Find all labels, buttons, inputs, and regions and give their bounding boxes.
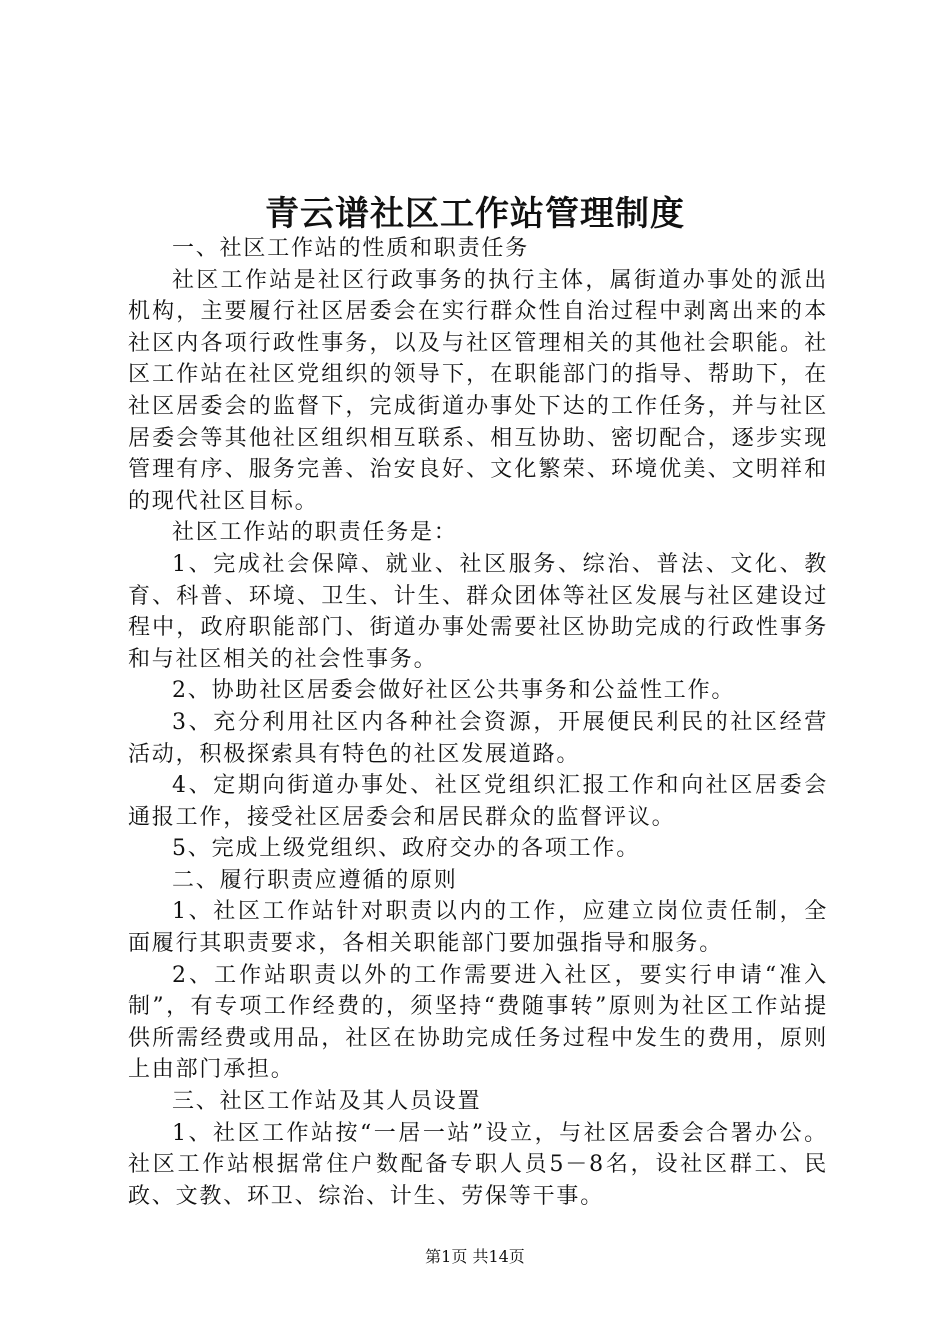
list-item: 1、完成社会保障、就业、社区服务、综治、普法、文化、教育、科普、环境、卫生、计生、群众团体等社区发展与社区建设过程中，政府职能部门、街道办事处需要社区协助完成的行政性事务和与社区相关的社会性事务。 xyxy=(128,551,828,672)
list-item: 3、充分利用社区内各种社会资源，开展便民利民的社区经营活动，积极探索具有特色的社区发展道路。 xyxy=(128,709,828,767)
section-heading: 一、社区工作站的性质和职责任务 xyxy=(172,236,530,261)
paragraph: 社区工作站的职责任务是： xyxy=(172,520,458,546)
list-item: 4、定期向街道办事处、社区党组织汇报工作和向社区居委会通报工作，接受社区居委会和居民群众的监督评议。 xyxy=(128,773,828,830)
list-item: 5、完成上级党组织、政府交办的各项工作。 xyxy=(172,836,640,862)
page-number: 第1页 共14页 xyxy=(425,1247,525,1266)
paragraph: 社区工作站是社区行政事务的执行主体，属街道办事处的派出机构，主要履行社区居委会在实行群众性自治过程中剥离出来的本社区内各项行政性事务，以及与社区管理相关的其他社会职能。社区工作站在社区党组织的领导下，在职能部门的指导、帮助下，在社区居委会的监督下，完成街道办事处下达的工作任务，并与社区居委会等其他社区组织相互联系、相互协助、密切配合，逐步实现管理有序、服务完善、治安良好、文化繁荣、环境优美、文明祥和的现代社区目标。 xyxy=(128,267,828,514)
document-title: 青云谱社区工作站管理制度 xyxy=(265,194,685,234)
list-item: 2、工作站职责以外的工作需要进入社区，要实行申请“准入制”，有专项工作经费的，须坚持“费随事转”原则为社区工作站提供所需经费或用品，社区在协助完成任务过程中发生的费用，原则上由部门承担。 xyxy=(128,962,828,1083)
list-item: 2、协助社区居委会做好社区公共事务和公益性工作。 xyxy=(172,678,736,704)
document-body xyxy=(128,233,828,1212)
section-heading: 二、履行职责应遵循的原则 xyxy=(172,867,458,893)
list-item: 1、社区工作站按“一居一站”设立，与社区居委会合署办公。社区工作站根据常住户数配备专职人员5－8名，设社区群工、民政、文教、环卫、综治、计生、劳保等干事。 xyxy=(128,1120,828,1209)
section-heading: 三、社区工作站及其人员设置 xyxy=(172,1089,482,1115)
list-item: 1、社区工作站针对职责以内的工作，应建立岗位责任制，全面履行其职责要求，各相关职能部门要加强指导和服务。 xyxy=(128,899,828,957)
